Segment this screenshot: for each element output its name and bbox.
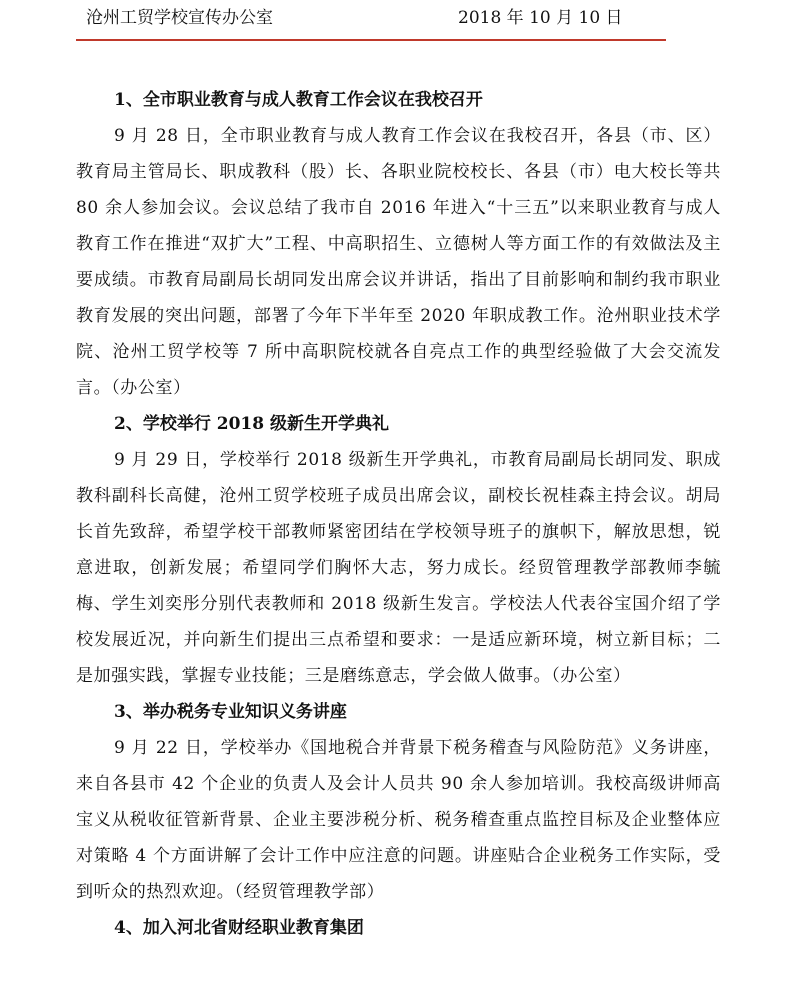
header-date: 2018 年 10 月 10 日 bbox=[458, 8, 623, 28]
section-2-title: 2、学校举行 2018 级新生开学典礼 bbox=[114, 414, 389, 434]
header-divider bbox=[76, 39, 666, 41]
document-body bbox=[76, 82, 721, 946]
section-3-body: 9 月 22 日，学校举办《国地税合并背景下税务稽查与风险防范》义务讲座，来自各县市 42 个企业的负责人及会计人员共 90 余人参加培训。我校高级讲师高宝义从税收征管新背景、企业主要涉税分析、税务稽查重点监控目标及企业整体应对策略 4 个方面讲解了会计工作中应注意的问题。讲座贴合企业税务工作实际，受到听众的热烈欢迎。（经贸管理教学部） bbox=[76, 738, 721, 902]
page-header bbox=[76, 3, 666, 37]
section-1-body: 9 月 28 日，全市职业教育与成人教育工作会议在我校召开，各县（市、区）教育局主管局长、职成教科（股）长、各职业院校校长、各县（市）电大校长等共 80 余人参加会议。会议总结了我市自 2016 年进入“十三五”以来职业教育与成人教育工作在推进“双扩大”工程、中高职招生、立德树人等方面工作的有效做法及主要成绩。市教育局副局长胡同发出席会议并讲话，指出了目前影响和制约我市职业教育发展的突出问题，部署了今年下半年至 2020 年职成教工作。沧州职业技术学院、沧州工贸学校等 7 所中高职院校就各自亮点工作的典型经验做了大会交流发言。（办公室） bbox=[76, 126, 721, 398]
section-4-title: 4、加入河北省财经职业教育集团 bbox=[114, 918, 364, 938]
section-2-body: 9 月 29 日，学校举行 2018 级新生开学典礼，市教育局副局长胡同发、职成教科副科长高健，沧州工贸学校班子成员出席会议，副校长祝桂森主持会议。胡局长首先致辞，希望学校干部教师紧密团结在学校领导班子的旗帜下，解放思想，锐意进取，创新发展；希望同学们胸怀大志，努力成长。经贸管理教学部教师李毓梅、学生刘奕彤分别代表教师和 2018 级新生发言。学校法人代表谷宝国介绍了学校发展近况，并向新生们提出三点希望和要求：一是适应新环境，树立新目标；二是加强实践，掌握专业技能；三是磨练意志，学会做人做事。（办公室） bbox=[76, 450, 721, 686]
section-1-title: 1、全市职业教育与成人教育工作会议在我校召开 bbox=[114, 90, 483, 110]
section-3-title: 3、举办税务专业知识义务讲座 bbox=[114, 702, 347, 722]
header-organization: 沧州工贸学校宣传办公室 bbox=[86, 8, 273, 28]
